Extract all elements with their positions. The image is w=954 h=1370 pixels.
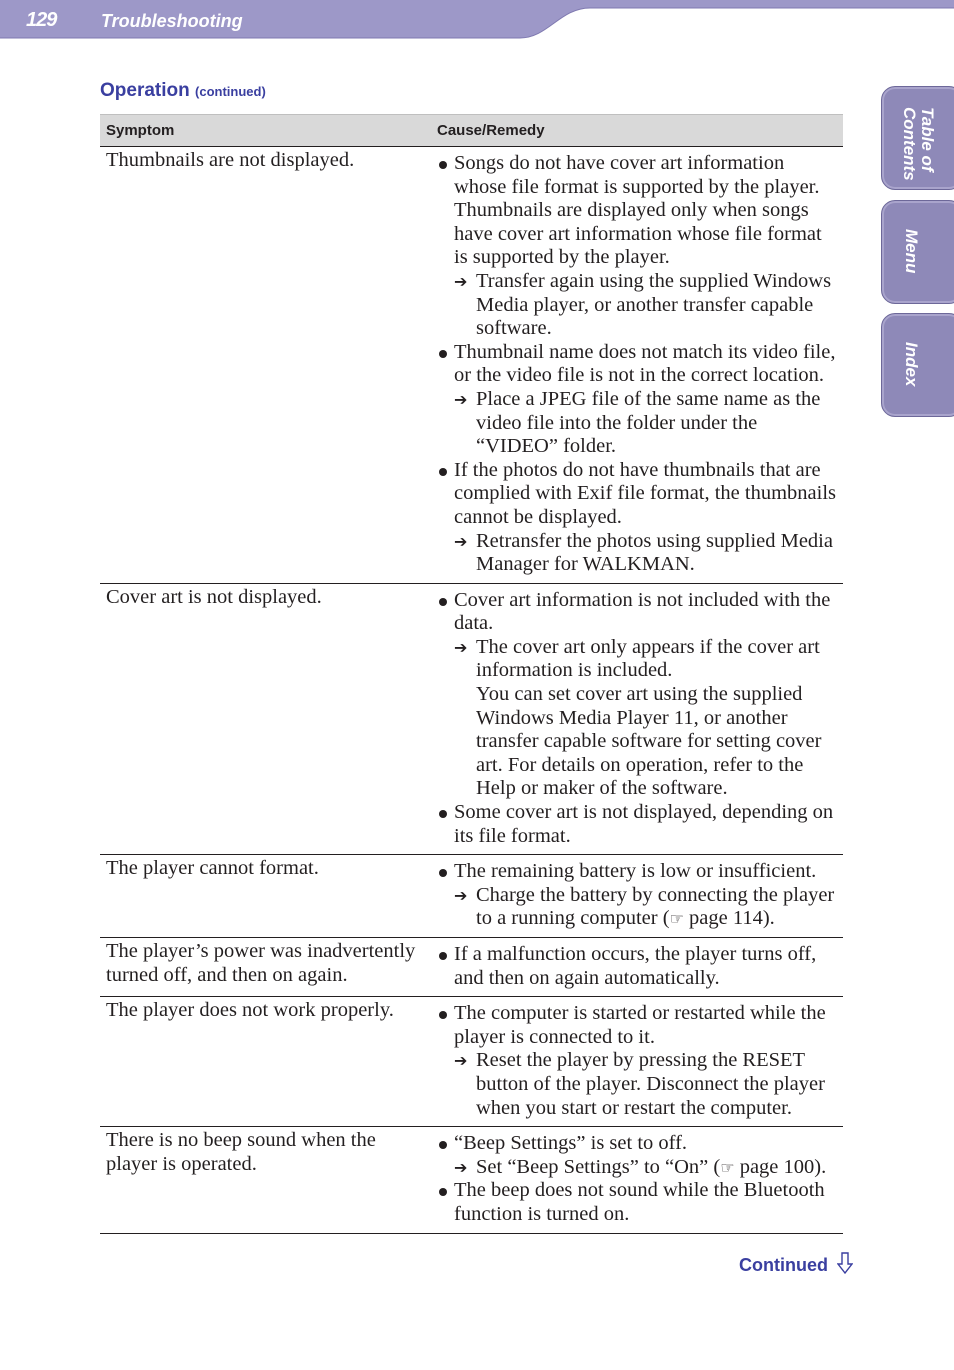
tab-toc-label: Table of Contents [900, 107, 937, 181]
remedy-item [438, 530, 839, 577]
cause-note: Thumbnails are displayed only when songs have cover art information whose file format is supported by the player. [454, 199, 822, 269]
tab-index-label: Index [902, 342, 921, 387]
tab-menu[interactable] [881, 200, 954, 304]
cause-bullet: If a malfunction occurs, the player turns off, and then on again automatically. [438, 943, 839, 990]
header-title: Troubleshooting [101, 11, 243, 31]
cause-bullet: If the photos do not have thumbnails that are complied with Exif file format, the thumbnails cannot be displayed. [438, 459, 839, 530]
arrow-right-icon: ➔ [454, 531, 468, 551]
cause-bullet: The beep does not sound while the Bluetooth function is turned on. [438, 1179, 839, 1226]
cause-bullet: Cover art information is not included with the data. [438, 589, 839, 636]
continued-link[interactable] [739, 1252, 853, 1276]
symptom-cell: Cover art is not displayed. [100, 583, 429, 855]
table-row [100, 147, 843, 584]
remedy-text: The cover art only appears if the cover art information is included. [476, 635, 820, 682]
arrow-down-icon [837, 1252, 853, 1274]
symptom-cell: There is no beep sound when the player is operated. [100, 1127, 429, 1233]
cause-cell [429, 938, 843, 997]
symptom-cell: Thumbnails are not displayed. [100, 147, 429, 584]
col-symptom: Symptom [100, 115, 429, 147]
cause-bullet: Songs do not have cover art information whose file format is supported by the player. [438, 152, 839, 199]
remedy-item [438, 270, 839, 341]
cause-cell [429, 583, 843, 855]
remedy-text: Retransfer the photos using supplied Media Manager for WALKMAN. [476, 529, 833, 576]
remedy-item [438, 884, 839, 931]
table-row [100, 1127, 843, 1233]
remedy-text: Set “Beep Settings” to “On” ( [476, 1155, 721, 1178]
cause-bullet: Thumbnail name does not match its video file, or the video file is not in the correct location. [438, 341, 839, 388]
remedy-text: Transfer again using the supplied Windows Media player, or another transfer capable software. [476, 269, 832, 340]
tab-index[interactable] [881, 313, 954, 417]
table-row [100, 583, 843, 855]
page-reference-icon: ☞ [720, 1157, 735, 1177]
continued-label: Continued [739, 1255, 828, 1275]
cause-bullet: Some cover art is not displayed, depending on its file format. [438, 801, 839, 848]
symptom-cell: The player does not work properly. [100, 997, 429, 1127]
arrow-right-icon: ➔ [454, 389, 468, 409]
cause-bullet: “Beep Settings” is set to off. [438, 1132, 839, 1156]
tab-menu-label: Menu [902, 229, 921, 274]
remedy-item [438, 636, 839, 683]
remedy-text: Reset the player by pressing the RESET button of the player. Disconnect the player when you start or restart the computer. [476, 1049, 825, 1119]
table-row [100, 855, 843, 938]
page-reference[interactable]: page 100). [739, 1155, 827, 1178]
symptom-cell: The player cannot format. [100, 855, 429, 938]
page-number: 129 [26, 9, 57, 31]
arrow-right-icon: ➔ [454, 885, 468, 905]
cause-bullet: The remaining battery is low or insufficient. [438, 860, 839, 884]
cause-bullet: The computer is started or restarted while the player is connected to it. [438, 1002, 839, 1049]
cause-cell [429, 855, 843, 938]
arrow-right-icon: ➔ [454, 637, 468, 657]
col-cause-remedy: Cause/Remedy [429, 115, 843, 147]
section-title [100, 80, 266, 102]
troubleshooting-table [100, 114, 843, 1234]
section-title-suffix: (continued) [195, 84, 266, 99]
remedy-text: Charge the battery by connecting the player to a running computer ( [476, 883, 835, 930]
page-reference[interactable]: page 114). [689, 907, 775, 930]
remedy-item [438, 1156, 839, 1180]
tab-table-of-contents[interactable] [881, 86, 954, 190]
remedy-text: Place a JPEG file of the same name as the video file into the folder under the “VIDEO” folder. [476, 387, 821, 458]
table-header-row [100, 115, 843, 147]
table-row [100, 997, 843, 1127]
cause-cell [429, 1127, 843, 1233]
remedy-note: You can set cover art using the supplied Windows Media Player 11, or another transfer capable software for setting cover art. For details on operation, refer to the Help or maker of the software. [476, 683, 822, 800]
page-reference-icon: ☞ [669, 909, 684, 929]
cause-cell [429, 997, 843, 1127]
cause-cell [429, 147, 843, 584]
arrow-right-icon: ➔ [454, 271, 468, 291]
table-row [100, 938, 843, 997]
symptom-cell: The player’s power was inadvertently turned off, and then on again. [100, 938, 429, 997]
section-title-text: Operation [100, 80, 190, 101]
arrow-right-icon: ➔ [454, 1157, 468, 1177]
page-header [0, 0, 954, 40]
remedy-item [438, 388, 839, 459]
remedy-item [438, 1049, 839, 1120]
arrow-right-icon: ➔ [454, 1051, 468, 1071]
